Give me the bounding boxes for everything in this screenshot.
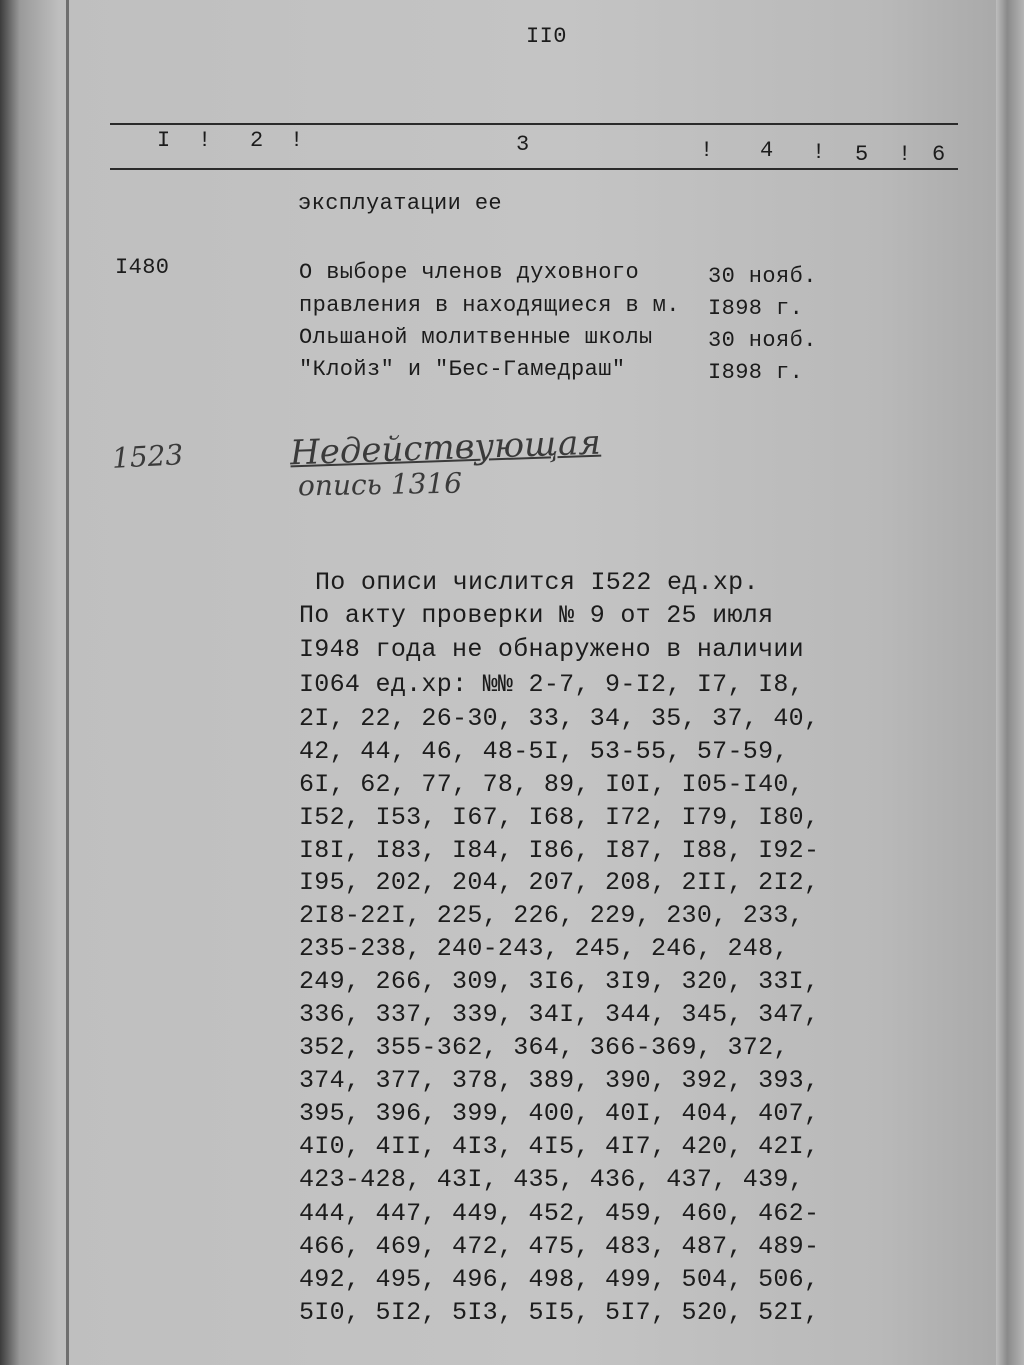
summary-line: По акту проверки № 9 от 25 июля	[299, 601, 774, 630]
column-label-5: 5	[855, 142, 869, 167]
summary-line: 4I0, 4II, 4I3, 4I5, 4I7, 420, 42I,	[299, 1132, 820, 1161]
entry-title-line: правления в находящиеся в м.	[299, 293, 680, 318]
header-rule-top	[110, 123, 958, 125]
continuation-text: эксплуатации ее	[298, 191, 503, 216]
summary-line: 336, 337, 339, 34I, 344, 345, 347,	[299, 1000, 820, 1029]
column-separator: !	[290, 128, 304, 153]
summary-line: 466, 469, 472, 475, 483, 487, 489-	[299, 1232, 820, 1261]
column-separator: !	[812, 140, 826, 165]
entry-number: I480	[115, 255, 170, 280]
summary-line: 6I, 62, 77, 78, 89, I0I, I05-I40,	[299, 770, 804, 799]
summary-line: 42, 44, 46, 48-5I, 53-55, 57-59,	[299, 737, 789, 766]
summary-line: I948 года не обнаружено в наличии	[299, 635, 804, 664]
handwritten-line-2: опись 1316	[297, 466, 463, 503]
header-rule-bottom	[110, 168, 958, 170]
handwritten-line-1: Недействующая	[289, 422, 602, 474]
summary-line: I95, 202, 204, 207, 208, 2II, 2I2,	[299, 868, 820, 897]
column-separator: !	[700, 138, 714, 163]
summary-line: По описи числится I522 ед.хр.	[315, 568, 759, 597]
summary-line: 352, 355-362, 364, 366-369, 372,	[299, 1033, 789, 1062]
entry-date: 30 нояб.	[708, 328, 817, 353]
summary-line: 444, 447, 449, 452, 459, 460, 462-	[299, 1199, 820, 1228]
next-page-edge	[996, 0, 1024, 1365]
page-gutter-shadow	[66, 0, 69, 1365]
column-label-4: 4	[760, 138, 774, 163]
entry-date: I898 г.	[708, 296, 804, 321]
handwritten-number: 1523	[111, 438, 185, 475]
summary-line: 235-238, 240-243, 245, 246, 248,	[299, 934, 789, 963]
column-label-3: 3	[516, 132, 530, 157]
page-number: II0	[526, 24, 567, 49]
entry-date: 30 нояб.	[708, 264, 817, 289]
summary-line: I52, I53, I67, I68, I72, I79, I80,	[299, 803, 820, 832]
summary-line: 5I0, 5I2, 5I3, 5I5, 5I7, 520, 52I,	[299, 1298, 820, 1327]
summary-line: I8I, I83, I84, I86, I87, I88, I92-	[299, 836, 820, 865]
column-label-1: I	[157, 128, 171, 153]
column-label-2: 2	[250, 128, 264, 153]
entry-title-line: О выборе членов духовного	[299, 260, 640, 285]
summary-line: 423-428, 43I, 435, 436, 437, 439,	[299, 1165, 804, 1194]
summary-line: 492, 495, 496, 498, 499, 504, 506,	[299, 1265, 820, 1294]
column-label-6: 6	[932, 142, 946, 167]
entry-title-line: "Клойз" и "Бес-Гамедраш"	[299, 357, 626, 382]
column-separator: !	[898, 142, 912, 167]
summary-line: 374, 377, 378, 389, 390, 392, 393,	[299, 1066, 820, 1095]
summary-line: 249, 266, 309, 3I6, 3I9, 320, 33I,	[299, 967, 820, 996]
entry-title-line: Ольшаной молитвенные школы	[299, 325, 653, 350]
entry-date: I898 г.	[708, 360, 804, 385]
summary-line: 395, 396, 399, 400, 40I, 404, 407,	[299, 1099, 820, 1128]
summary-line: I064 ед.хр: №№ 2-7, 9-I2, I7, I8,	[299, 670, 804, 699]
column-separator: !	[198, 128, 212, 153]
summary-line: 2I8-22I, 225, 226, 229, 230, 233,	[299, 901, 804, 930]
summary-line: 2I, 22, 26-30, 33, 34, 35, 37, 40,	[299, 704, 820, 733]
